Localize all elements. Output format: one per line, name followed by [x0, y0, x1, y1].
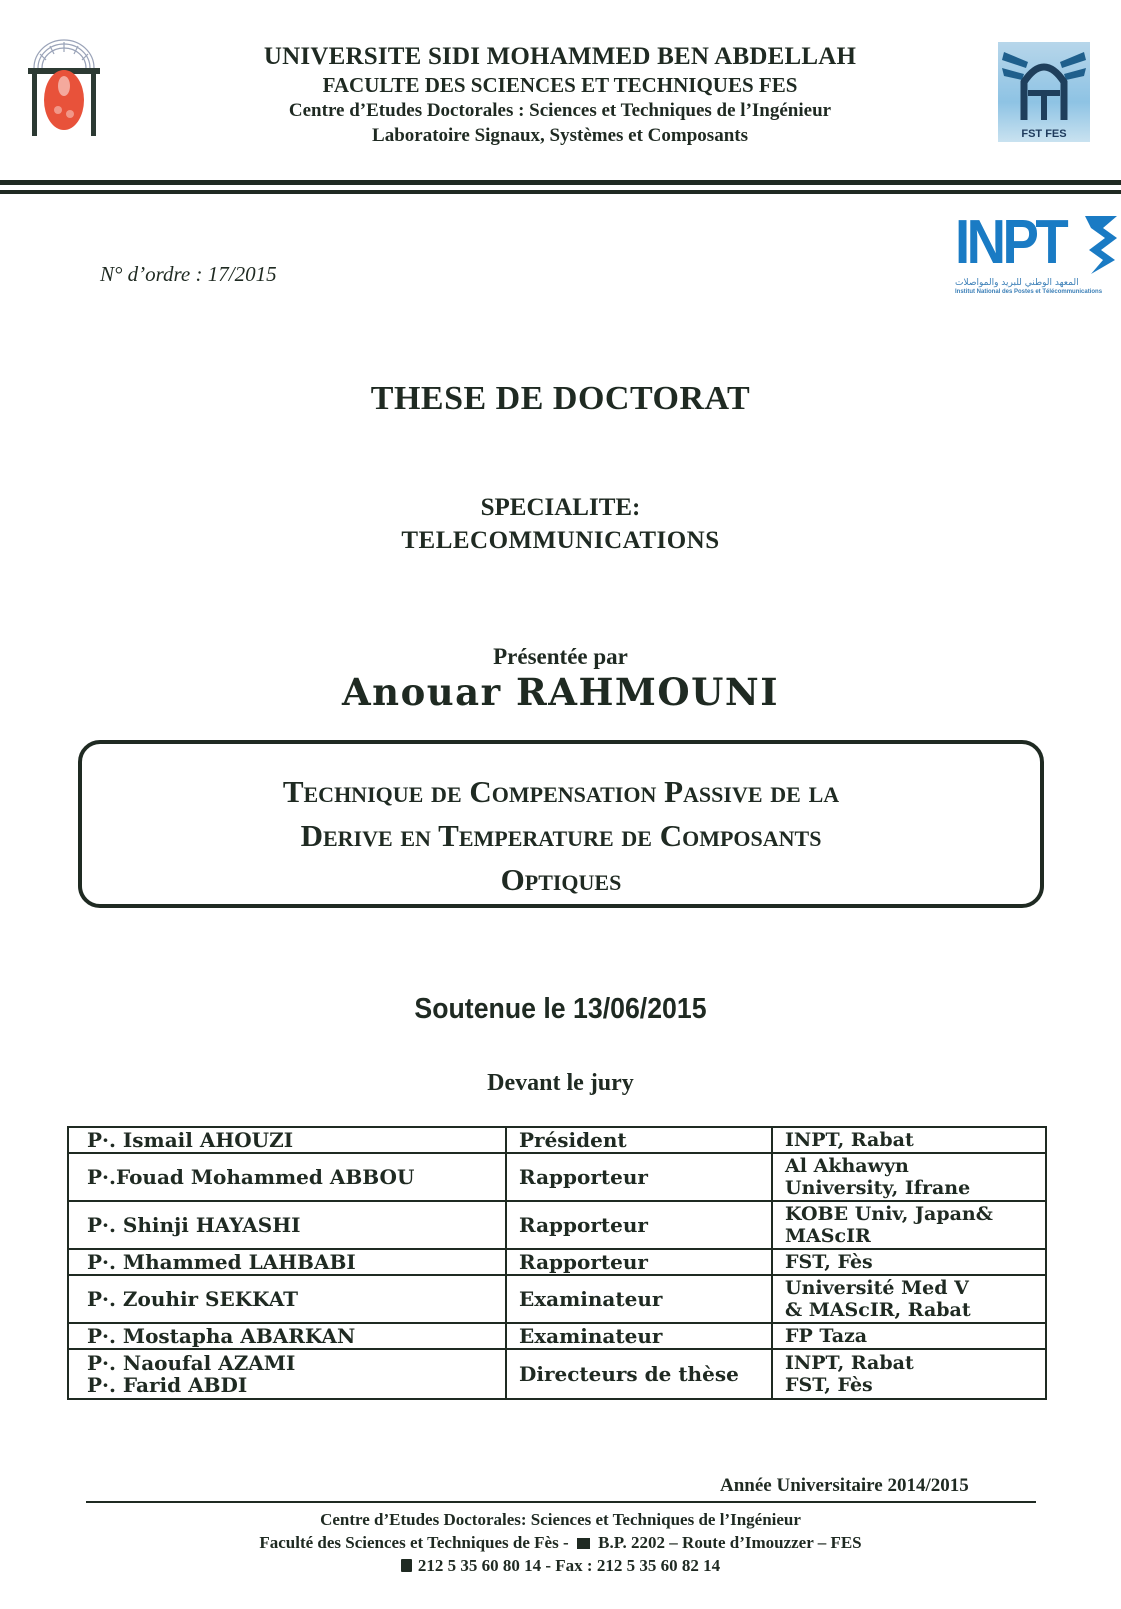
university-name: UNIVERSITE SIDI MOHAMMED BEN ABDELLAH	[263, 43, 857, 70]
jury-row	[68, 1249, 1046, 1275]
presented-by: Présentée par	[493, 644, 628, 669]
usmba-logo	[24, 38, 104, 143]
inpt-caption: Institut National des Postes et Télécommunications	[955, 289, 1103, 295]
jury-member-name: P·. Mostapha ABARKAN	[68, 1323, 506, 1349]
jury-affiliation: FST, Fès	[772, 1249, 1046, 1275]
header-text	[220, 42, 900, 148]
jury-member-name: P·. Zouhir SEKKAT	[68, 1275, 506, 1323]
inpt-logo	[955, 208, 1121, 298]
inpt-arabic-caption: المعهد الوطني للبريد والمواصلات	[955, 278, 1079, 288]
thesis-title-box	[78, 740, 1044, 908]
footer-line-1: Centre d’Etudes Doctorales: Sciences et Techniques de l’Ingénieur	[320, 1510, 801, 1529]
doctoral-center: Centre d’Etudes Doctorales : Sciences et Techniques de l’Ingénieur	[288, 100, 832, 121]
jury-row	[68, 1275, 1046, 1323]
jury-affiliation: FP Taza	[772, 1323, 1046, 1349]
jury-affiliation: Université Med V & MAScIR, Rabat	[772, 1275, 1046, 1323]
inpt-emblem-icon	[1083, 214, 1119, 276]
jury-row	[68, 1201, 1046, 1249]
jury-affiliation: KOBE Univ, Japan& MAScIR	[772, 1201, 1046, 1249]
specialty-value: TELECOMMUNICATIONS	[401, 527, 720, 554]
jury-member-name: P·. Ismail AHOUZI	[68, 1127, 506, 1153]
order-number: N° d’ordre : 17/2015	[100, 262, 277, 286]
footer-line-2	[0, 1533, 1121, 1553]
defense-date: Soutenue le 13/06/2015	[414, 993, 707, 1025]
footer-rule	[86, 1501, 1036, 1503]
jury-affiliation: Al Akhawyn University, Ifrane	[772, 1153, 1046, 1201]
header-rule-top	[0, 180, 1121, 185]
jury-member-name: P·.Fouad Mohammed ABBOU	[68, 1153, 506, 1201]
jury-row	[68, 1127, 1046, 1153]
jury-row	[68, 1323, 1046, 1349]
academic-year: Année Universitaire 2014/2015	[720, 1475, 969, 1496]
header-rule-bottom	[0, 190, 1121, 194]
jury-role: Directeurs de thèse	[506, 1349, 772, 1399]
footer-address-prefix: Faculté des Sciences et Techniques de Fès -	[259, 1533, 569, 1552]
fst-fes-label: FST FES	[1021, 128, 1067, 140]
jury-member-name: P·. Mhammed LAHBABI	[68, 1249, 506, 1275]
phone-icon	[401, 1559, 412, 1572]
jury-member-name: P·. Shinji HAYASHI	[68, 1201, 506, 1249]
jury-role: Président	[506, 1127, 772, 1153]
faculty-name: FACULTE DES SCIENCES ET TECHNIQUES FES	[322, 73, 798, 97]
footer-line-3	[0, 1556, 1121, 1576]
jury-affiliation: INPT, Rabat	[772, 1127, 1046, 1153]
footer-phone-fax: 212 5 35 60 80 14 - Fax : 212 5 35 60 82 14	[417, 1556, 721, 1575]
inpt-wordmark: INPT	[955, 208, 1066, 277]
thesis-title	[82, 770, 1040, 902]
mailbox-icon	[577, 1538, 590, 1549]
jury-row	[68, 1349, 1046, 1399]
jury-heading: Devant le jury	[487, 1070, 634, 1096]
jury-role: Rapporteur	[506, 1153, 772, 1201]
jury-role: Rapporteur	[506, 1201, 772, 1249]
jury-role: Examinateur	[506, 1323, 772, 1349]
jury-role: Rapporteur	[506, 1249, 772, 1275]
laboratory-name: Laboratoire Signaux, Systèmes et Composants	[372, 125, 748, 146]
footer-address: B.P. 2202 – Route d’Imouzzer – FES	[598, 1533, 862, 1552]
jury-affiliation: INPT, Rabat FST, Fès	[772, 1349, 1046, 1399]
specialty-label: SPECIALITE:	[480, 494, 641, 521]
thesis-title-line-1: Technique de Compensation Passive de la	[282, 774, 840, 809]
jury-role: Examinateur	[506, 1275, 772, 1323]
thesis-title-line-2: Derive en Temperature de Composants	[300, 818, 822, 853]
author-name: Anouar RAHMOUNI	[341, 670, 780, 714]
document-type: THESE DE DOCTORAT	[370, 380, 751, 417]
jury-table	[67, 1126, 1047, 1400]
jury-row	[68, 1153, 1046, 1201]
jury-member-name: P·. Naoufal AZAMI P·. Farid ABDI	[68, 1349, 506, 1399]
fst-fes-logo	[998, 42, 1090, 142]
thesis-title-line-3: Optiques	[500, 862, 622, 897]
